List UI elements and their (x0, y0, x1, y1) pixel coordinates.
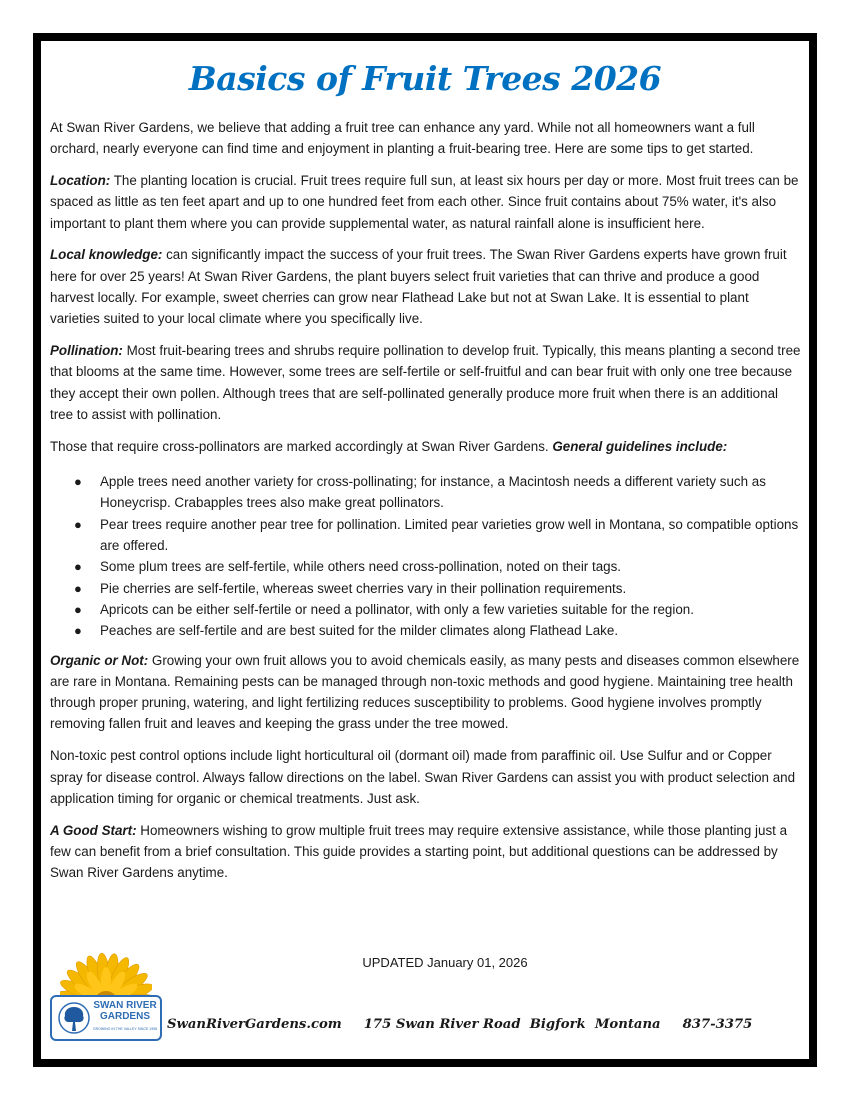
location-text: The planting location is crucial. Fruit trees require full sun, at least six hours per day or more. Most fruit trees can be spaced as little as ten feet apart and up to one hundred feet from each other. Since fruit contains about 75% water, it's also important to plant them where you can provide supplemental water, as natural rainfall alone is insufficient here. (50, 173, 799, 231)
list-item: ● Pie cherries are self-fertile, whereas sweet cherries vary in their pollination requirements. (50, 578, 802, 599)
page-title: Basics of Fruit Trees 2026 (188, 59, 662, 98)
logo-badge (50, 995, 162, 1041)
location-paragraph (50, 170, 802, 234)
guidelines-list (50, 471, 802, 641)
location-heading: Location: (50, 173, 111, 189)
cross-pollinators-paragraph (50, 436, 802, 457)
pollination-paragraph (50, 340, 802, 425)
list-item: ● Some plum trees are self-fertile, while others need cross-pollination, noted on their tags. (50, 556, 802, 577)
good-start-paragraph (50, 820, 802, 884)
cross-pollinators-text: Those that require cross-pollinators are marked accordingly at Swan River Gardens. (50, 438, 553, 454)
updated-date: UPDATED January 01, 2026 (362, 955, 528, 970)
footer-phone: 837-3375 (682, 1017, 753, 1032)
bullet-icon: ● (74, 601, 82, 617)
organic-text: Growing your own fruit allows you to avoid chemicals easily, as many pests and diseases common elsewhere are rare in Montana. Remaining pests can be managed through non-toxic methods and good hygiene. Maintaining tree health through proper pruning, watering, and light fertilizing reduces susceptibility to problems. Good hygiene involves promptly removing fallen fruit and leaves and keeping the grass under the tree mowed. (50, 652, 800, 732)
bullet-icon: ● (74, 623, 82, 639)
intro-paragraph: At Swan River Gardens, we believe that adding a fruit tree can enhance any yard. While not all homeowners want a full orchard, nearly everyone can find time and enjoyment in planting a fruit-bearing tree. Here are some tips to get started. (50, 120, 755, 157)
tree-icon (58, 1001, 90, 1037)
guidelines-heading: General guidelines include: (552, 438, 728, 454)
logo-tagline: GROWING IN THE VALLEY SINCE 1958 (92, 1027, 158, 1031)
bullet-icon: ● (74, 474, 82, 490)
page-frame (33, 33, 817, 1067)
organic-heading: Organic or Not: (50, 652, 149, 668)
footer-contact (167, 1017, 774, 1032)
list-item: ● Pear trees require another pear tree for pollination. Limited pear varieties grow well in Montana, so compatible options are offered. (50, 514, 802, 557)
bullet-icon: ● (74, 559, 82, 575)
logo-name: SWAN RIVER GARDENS (93, 1000, 157, 1022)
bullet-icon: ● (74, 580, 82, 596)
good-start-heading: A Good Start: (50, 822, 137, 838)
good-start-text: Homeowners wishing to grow multiple fruit trees may require extensive assistance, while those planting just a few can benefit from a brief consultation. This guide provides a starting point, but additional questions can be addressed by Swan River Gardens anytime. (50, 822, 788, 881)
non-toxic-paragraph: Non-toxic pest control options include light horticultural oil (dormant oil) made from paraffinic oil. Use Sulfur and or Copper spray for disease control. Always fallow directions on the label. Swan River Gardens can assist you with product selection and application timing for organic or chemical treatments. Just ask. (50, 748, 796, 806)
pollination-heading: Pollination: (50, 343, 123, 359)
footer-address: 175 Swan River Road Bigfork Montana (363, 1017, 661, 1032)
bullet-icon: ● (74, 516, 82, 532)
swan-river-gardens-logo (50, 951, 162, 1043)
local-knowledge-text: can significantly impact the success of your fruit trees. The Swan River Gardens experts have grown fruit here for over 25 years! At Swan River Gardens, the plant buyers select fruit varieties that can thrive and produce a good harvest locally. For example, sweet cherries can grow near Flathead Lake but not at Swan Lake. It is essential to plant varieties suited to your local climate where you specifically live. (50, 247, 787, 327)
local-knowledge-paragraph (50, 244, 802, 329)
pollination-text: Most fruit-bearing trees and shrubs require pollination to develop fruit. Typically, this means planting a second tree that blooms at the same time. However, some trees are self-fertile or self-fruitful and can bear fruit with only one tree because they accept their own pollen. Although trees that are self-pollinated generally produce more fruit when there is an additional tree to assist with pollination. (50, 343, 801, 423)
list-item: ● Apple trees need another variety for cross-pollinating; for instance, a Macintosh needs a different variety such as Honeycrisp. Crabapples trees also make great pollinators. (50, 471, 802, 514)
footer-website[interactable]: SwanRiverGardens.com (167, 1017, 342, 1032)
list-item: ● Apricots can be either self-fertile or need a pollinator, with only a few varieties suitable for the region. (50, 599, 802, 620)
local-knowledge-heading: Local knowledge: (50, 247, 163, 263)
list-item: ● Peaches are self-fertile and are best suited for the milder climates along Flathead Lake. (50, 620, 802, 641)
document-body (50, 117, 802, 894)
organic-paragraph (50, 650, 802, 735)
